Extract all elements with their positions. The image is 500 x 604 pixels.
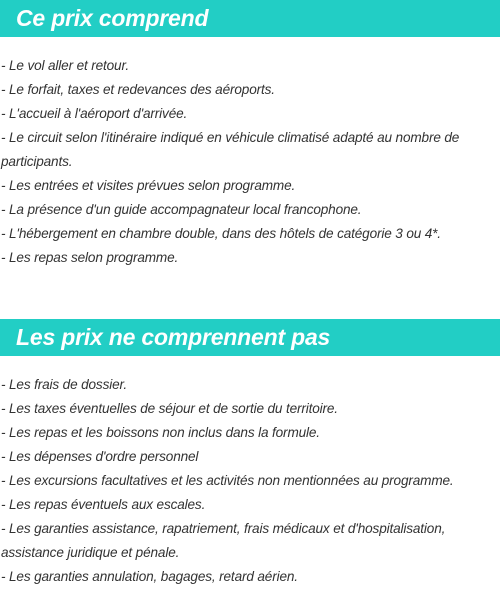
included-title: Ce prix comprend [16,5,209,31]
excluded-list [0,356,500,589]
list-item: - Le forfait, taxes et redevances des aéroports. [1,82,275,97]
list-item: - Les entrées et visites prévues selon programme. [1,178,296,193]
excluded-section [0,319,500,589]
included-section [0,0,500,270]
included-list [0,37,500,270]
list-item: - Le circuit selon l'itinéraire indiqué en véhicule climatisé adapté au nombre de participants. [1,130,460,169]
list-item: - Les garanties assistance, rapatriement, frais médicaux et d'hospitalisation, assistance juridique et pénale. [1,521,446,560]
list-item: - La présence d'un guide accompagnateur local francophone. [1,202,362,217]
list-item: - Les excursions facultatives et les activités non mentionnées au programme. [1,473,454,488]
excluded-title: Les prix ne comprennent pas [16,324,331,350]
list-item: - Les dépenses d'ordre personnel [1,449,199,464]
included-header [0,0,500,37]
list-item: - L'accueil à l'aéroport d'arrivée. [1,106,188,121]
list-item: - Les repas selon programme. [1,250,179,265]
list-item: - Les frais de dossier. [1,377,127,392]
list-item: - L'hébergement en chambre double, dans des hôtels de catégorie 3 ou 4*. [1,226,441,241]
list-item: - Les taxes éventuelles de séjour et de sortie du territoire. [1,401,338,416]
list-item: - Le vol aller et retour. [1,58,129,73]
list-item: - Les repas et les boissons non inclus dans la formule. [1,425,320,440]
list-item: - Les repas éventuels aux escales. [1,497,206,512]
excluded-header [0,319,500,356]
list-item: - Les garanties annulation, bagages, retard aérien. [1,569,298,584]
